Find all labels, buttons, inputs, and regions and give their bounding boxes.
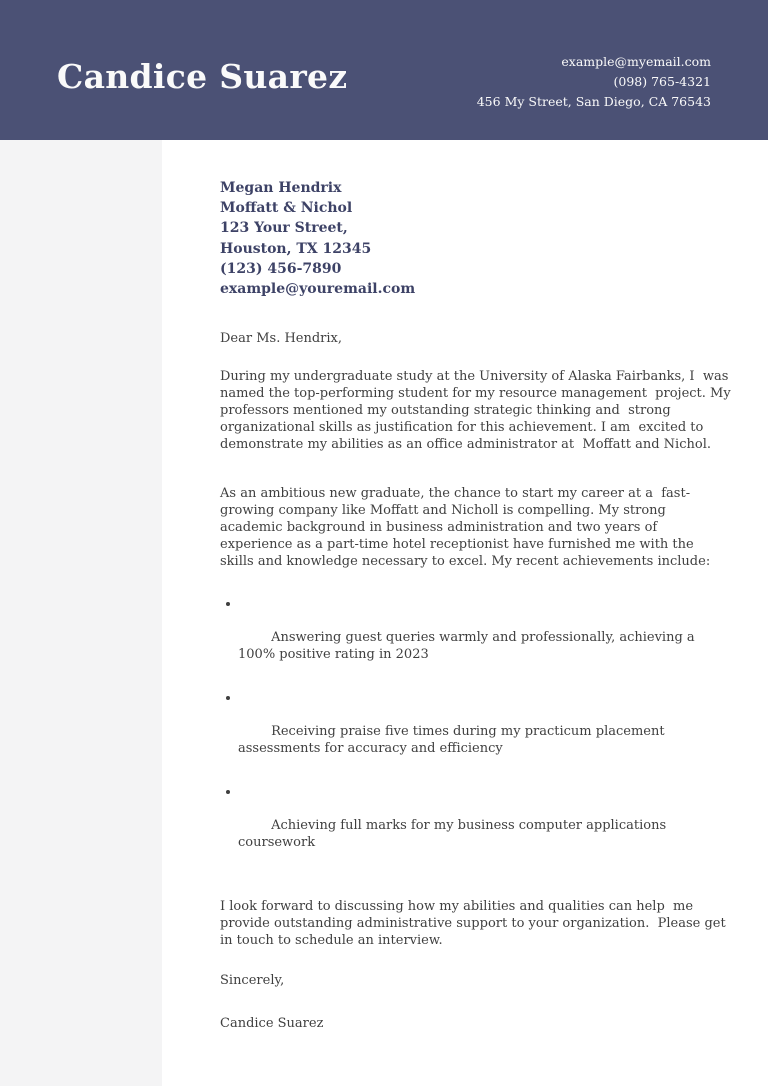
signoff: Sincerely, bbox=[220, 973, 285, 989]
list-item bbox=[220, 595, 732, 680]
sender-address: 456 My Street, San Diego, CA 76543 bbox=[476, 94, 711, 109]
recipient-block bbox=[220, 178, 732, 299]
list-item bbox=[220, 689, 732, 774]
recipient-city: Houston, TX 12345 bbox=[220, 240, 372, 257]
signature-name: Candice Suarez bbox=[220, 1016, 324, 1032]
salutation: Dear Ms. Hendrix, bbox=[220, 331, 343, 347]
recipient-phone: (123) 456-7890 bbox=[220, 260, 342, 277]
sender-phone: (098) 765-4321 bbox=[613, 74, 711, 89]
sender-email: example@myemail.com bbox=[561, 54, 711, 69]
sender-name: Candice Suarez bbox=[57, 57, 348, 96]
header-banner bbox=[0, 0, 768, 140]
paragraph-intro: During my undergraduate study at the University of Alaska Fairbanks, I was named the top-performing student for my resource management project. My professors mentioned my outstanding strategic thinking and strong organizational skills as justification for this achievement. I am excited to demonstrate my abilities as an office administrator at Moffatt and Nichol. bbox=[220, 369, 735, 453]
paragraph-motivation: As an ambitious new graduate, the chance to start my career at a fast-growing company like Moffatt and Nicholl is compelling. My strong academic background in business administration and two years of experience as a part-time hotel receptionist have furnished me with the skills and knowledge necessary to excel. My recent achievements include: bbox=[220, 486, 711, 570]
closing-paragraph: I look forward to discussing how my abilities and qualities can help me provide outstanding administrative support to your organization. Please get in touch to schedule an interview. bbox=[220, 899, 730, 949]
left-margin-strip bbox=[0, 140, 162, 1086]
bullet-icon bbox=[226, 696, 230, 700]
recipient-company: Moffatt & Nichol bbox=[220, 200, 353, 217]
sender-contact-block bbox=[477, 52, 711, 112]
list-item-text: Receiving praise five times during my practicum placement assessments for accuracy and efficiency bbox=[238, 724, 669, 757]
recipient-street: 123 Your Street, bbox=[220, 220, 348, 237]
list-item-text: Answering guest queries warmly and professionally, achieving a 100% positive rating in 2023 bbox=[238, 630, 699, 663]
achievements-list bbox=[220, 595, 732, 868]
recipient-name: Megan Hendrix bbox=[220, 180, 342, 196]
bullet-icon bbox=[226, 790, 230, 794]
list-item bbox=[220, 783, 732, 868]
recipient-email: example@youremail.com bbox=[220, 281, 416, 298]
letter-body bbox=[162, 140, 768, 1086]
bullet-icon bbox=[226, 602, 230, 606]
list-item-text: Achieving full marks for my business computer applications coursework bbox=[238, 818, 671, 851]
